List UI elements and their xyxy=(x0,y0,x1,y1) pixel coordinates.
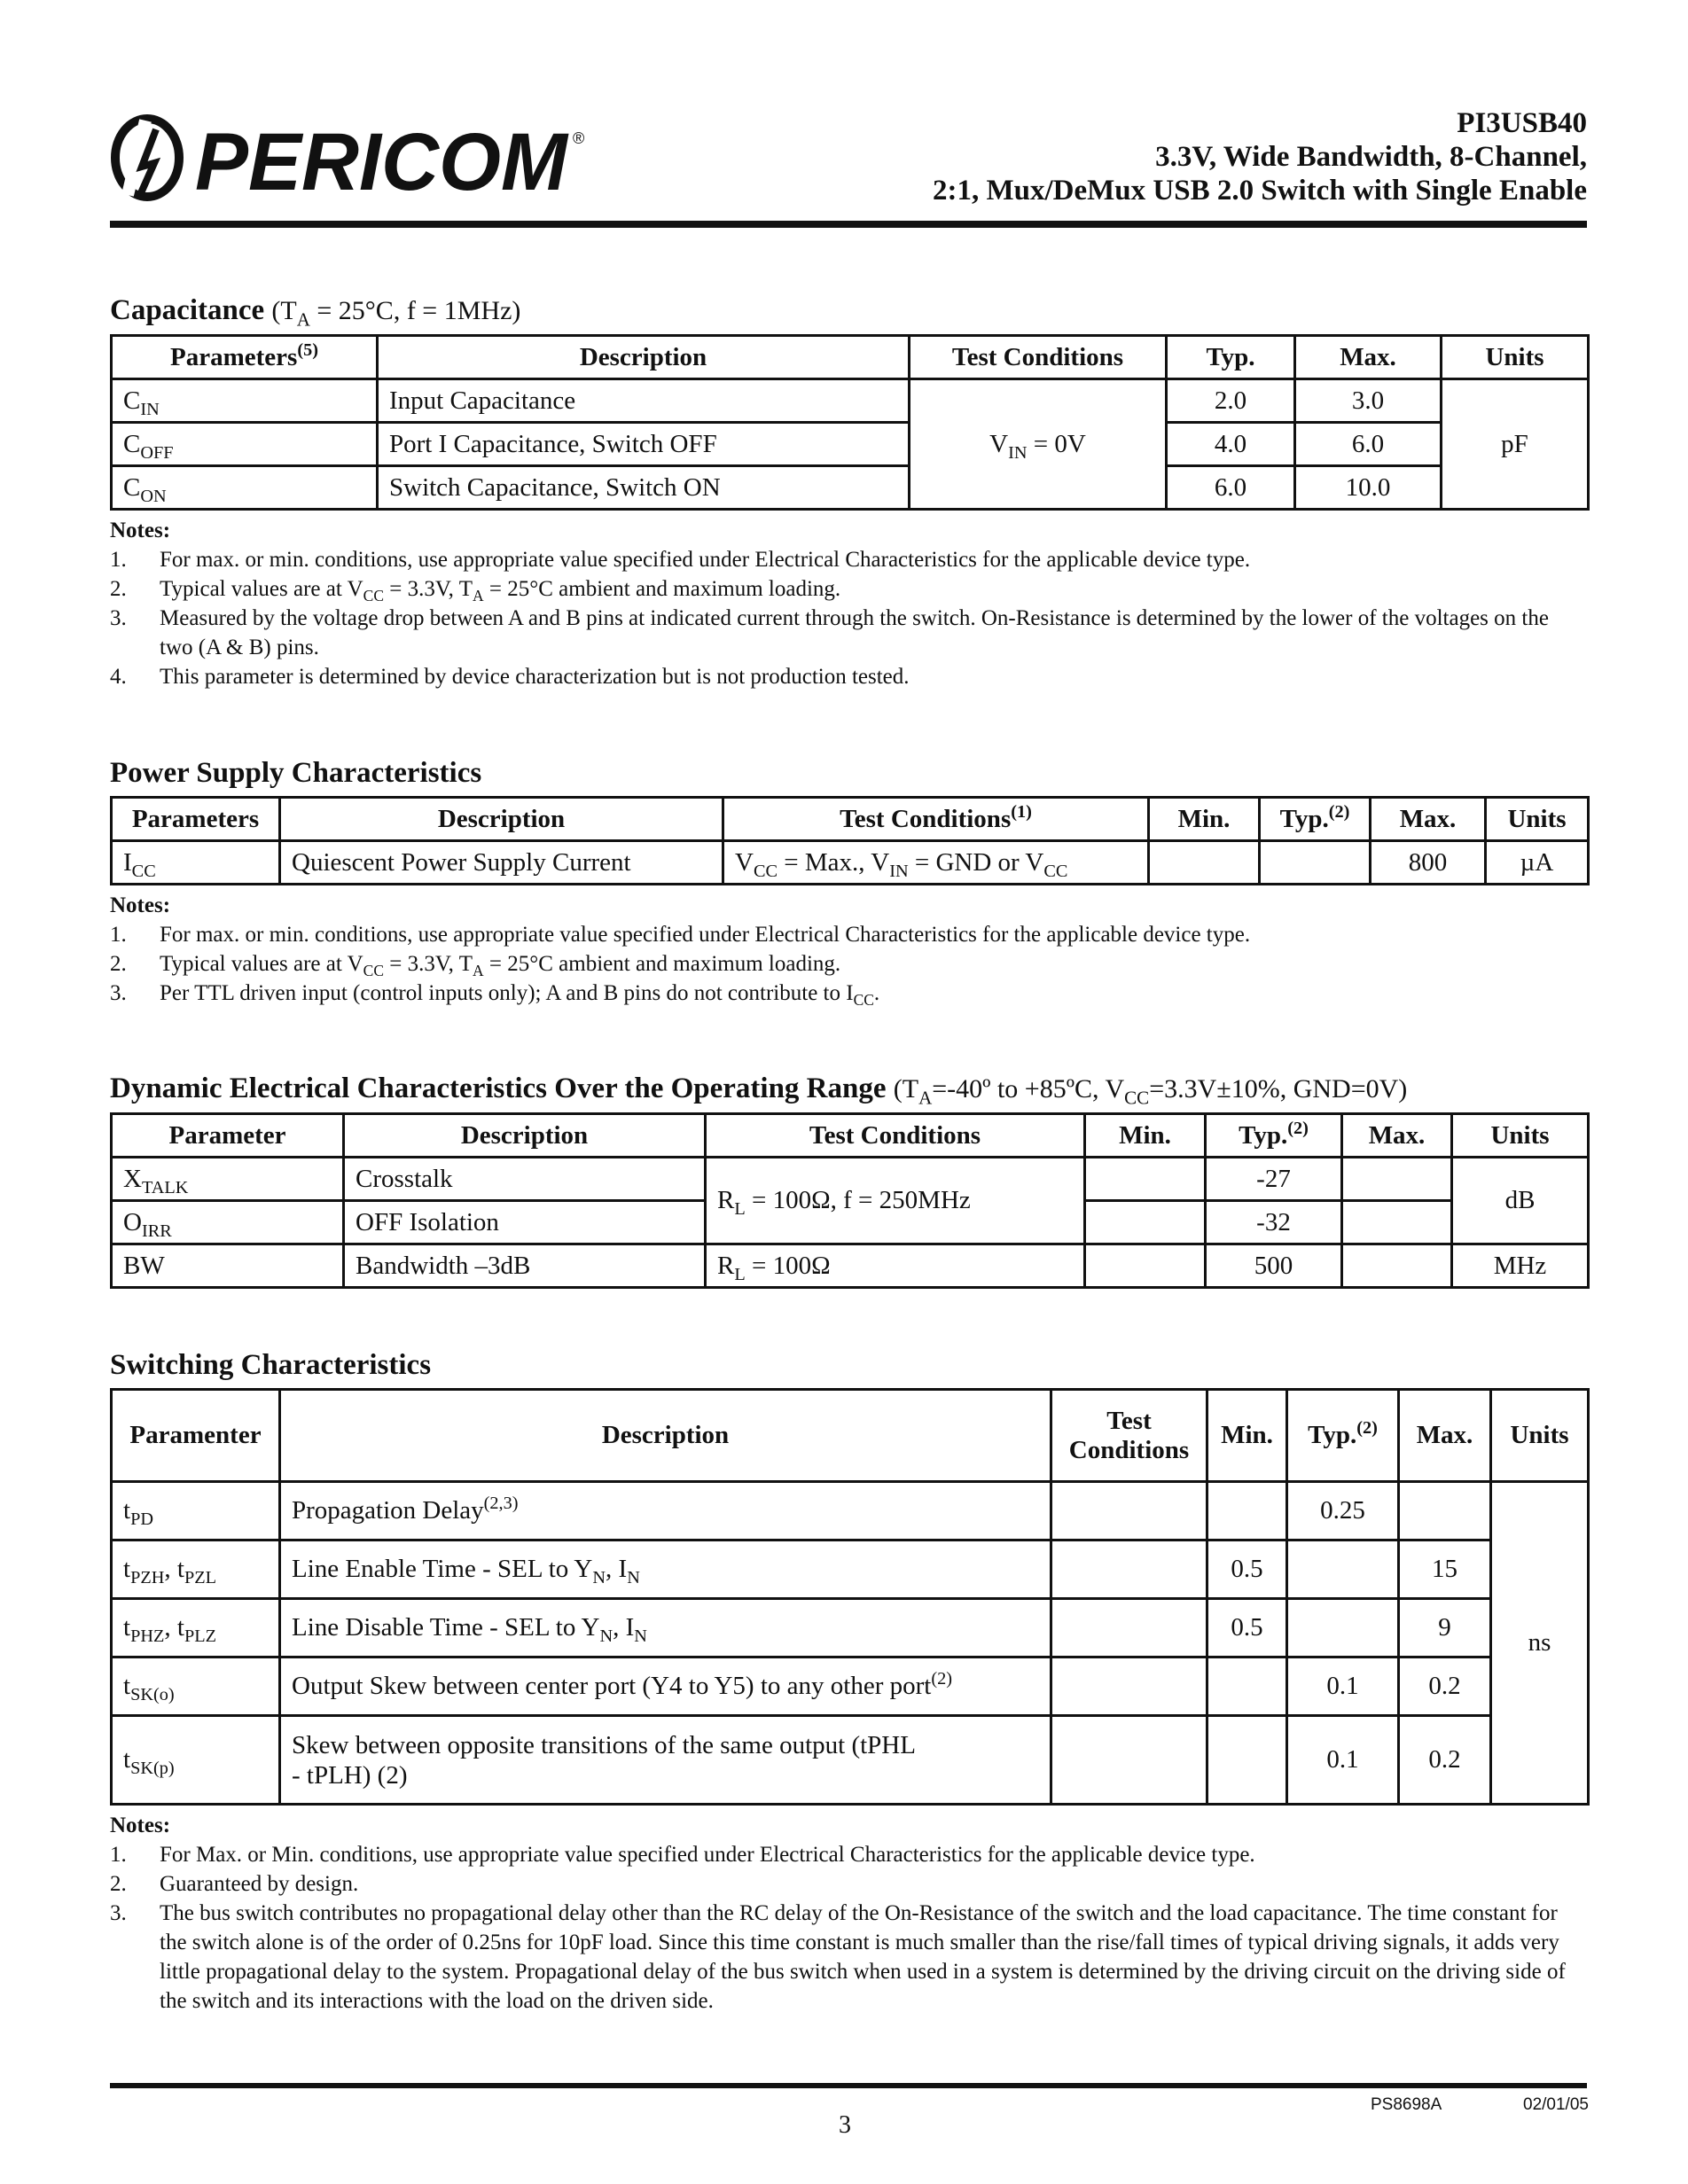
table-row xyxy=(112,1716,1589,1805)
col-header: Min. xyxy=(1207,1390,1287,1482)
desc-cell: Input Capacitance xyxy=(378,379,910,423)
units-cell: pF xyxy=(1442,379,1589,510)
power-table xyxy=(110,796,1590,885)
typ-cell: 0.1 xyxy=(1287,1658,1399,1716)
param-cell: $t_{PZH}$, $t_{PZL}$ xyxy=(112,1540,280,1599)
subtitle-line-2: 2:1, Mux/DeMux USB 2.0 Switch with Single Enable xyxy=(933,175,1587,207)
desc-cell: Line Enable Time - SEL to $Y_N$, $I_N$ xyxy=(280,1540,1051,1599)
col-header: Description xyxy=(378,336,910,379)
table-header-row xyxy=(112,336,1589,379)
units-cell: µA xyxy=(1486,841,1589,885)
desc-cell: Crosstalk xyxy=(344,1158,706,1201)
col-header: Max. xyxy=(1295,336,1442,379)
typ-cell: 2.0 xyxy=(1167,379,1295,423)
col-header: Min. xyxy=(1149,798,1260,841)
desc-cell: OFF Isolation xyxy=(344,1201,706,1244)
test-condition-cell xyxy=(1051,1599,1207,1658)
col-header: Description xyxy=(344,1114,706,1158)
col-header: Min. xyxy=(1085,1114,1206,1158)
min-cell xyxy=(1149,841,1260,885)
col-header: Max. xyxy=(1399,1390,1491,1482)
page-number: 3 xyxy=(839,2111,851,2139)
max-cell: 3.0 xyxy=(1295,379,1442,423)
capacitance-notes: Notes: 1. For max. or min. conditions, use appropriate value specified under Electrical Characteristics for the applicable device type. 2. Typical values are at $V_{CC} = 3.3V$, $T_A = 25^\circ C$ ambient and maximum loading. 3. Measured by the voltage drop between A and B pins at indicated current through the switch. On-Resistance is determined by the lower of the voltages on the two (A & B) pins. 4. This parameter is determined by device characterization but is not production tested. xyxy=(110,519,1549,689)
switching-notes: Notes: 1. For Max. or Min. conditions, use appropriate value specified under Electrical Characteristics for the applicable device type. 2. Guaranteed by design. 3. The bus switch contributes no propagational delay other than the RC delay of the On-Resistance of the switch and the load capacitance. The time constant for the switch alone is of the order of 0.25ns for 10pF load. Since this time constant is much smaller than the rise/fall times of typical driving signals, it adds very little propagational delay to the system. Propagational delay of the bus switch when used in a system is determined by the driving circuit on the driving side of the switch and its interactions with the load on the driven side. xyxy=(110,1814,1566,2013)
test-condition-cell xyxy=(1051,1658,1207,1716)
units-cell: ns xyxy=(1491,1482,1589,1805)
power-section xyxy=(110,755,1587,1008)
max-cell: 15 xyxy=(1399,1540,1491,1599)
max-cell: 6.0 xyxy=(1295,423,1442,466)
min-cell xyxy=(1085,1244,1206,1288)
param-cell: $C_{OFF}$ xyxy=(112,423,378,466)
col-header: Max. xyxy=(1342,1114,1452,1158)
document-date: 02/01/05 xyxy=(1523,2095,1589,2114)
col-header: Typ. xyxy=(1167,336,1295,379)
typ-cell: 4.0 xyxy=(1167,423,1295,466)
max-cell: 10.0 xyxy=(1295,466,1442,510)
col-header: Typ.$^{(2)}$ xyxy=(1287,1390,1399,1482)
col-header: Units xyxy=(1491,1390,1589,1482)
typ-cell: 0.25 xyxy=(1287,1482,1399,1540)
param-cell: $O_{IRR}$ xyxy=(112,1201,344,1244)
table-row xyxy=(112,1158,1589,1201)
col-header: Parameters$^{(5)}$ xyxy=(112,336,378,379)
max-cell: 9 xyxy=(1399,1599,1491,1658)
col-header: Test Conditions xyxy=(910,336,1167,379)
desc-cell: Port I Capacitance, Switch OFF xyxy=(378,423,910,466)
dynamic-section xyxy=(110,1071,1587,1289)
table-row xyxy=(112,1658,1589,1716)
header-rule xyxy=(110,221,1587,228)
min-cell: 0.5 xyxy=(1207,1599,1287,1658)
param-cell: $t_{SK(o)}$ xyxy=(112,1658,280,1716)
min-cell xyxy=(1207,1658,1287,1716)
max-cell: 0.2 xyxy=(1399,1716,1491,1805)
min-cell xyxy=(1085,1158,1206,1201)
typ-cell xyxy=(1287,1540,1399,1599)
test-condition-cell xyxy=(1051,1716,1207,1805)
col-header: Units xyxy=(1452,1114,1589,1158)
part-number: PI3USB40 xyxy=(1457,107,1587,139)
col-header: Paramenter xyxy=(112,1390,280,1482)
svg-text:®: ® xyxy=(573,129,585,147)
table-row xyxy=(112,1540,1589,1599)
footer-rule xyxy=(110,2083,1587,2088)
desc-cell: Bandwidth –3dB xyxy=(344,1244,706,1288)
capacitance-title: Capacitance ($T_A = 25^\circ C$, f = 1MHz) xyxy=(110,294,521,331)
param-cell: $I_{CC}$ xyxy=(112,841,280,885)
col-header: Parameter xyxy=(112,1114,344,1158)
desc-cell: Line Disable Time - SEL to $Y_N$, $I_N$ xyxy=(280,1599,1051,1658)
desc-cell: Propagation Delay$^{(2,3)}$ xyxy=(280,1482,1051,1540)
max-cell xyxy=(1399,1482,1491,1540)
pericom-emblem-icon xyxy=(115,119,179,197)
col-header: Test Conditions xyxy=(1051,1390,1207,1482)
col-header: Test Conditions$^{(1)}$ xyxy=(723,798,1149,841)
param-cell: $X_{TALK}$ xyxy=(112,1158,344,1201)
document-code: PS8698A xyxy=(1371,2095,1442,2114)
typ-cell: -27 xyxy=(1206,1158,1342,1201)
power-notes: Notes: 1. For max. or min. conditions, use appropriate value specified under Electrical Characteristics for the applicable device type. 2. Typical values are at $V_{CC} = 3.3V$, $T_A = 25^\circ C$ ambient and maximum loading. 3. Per TTL driven input (control inputs only); A and B pins do not contribute to $I_{CC}$. xyxy=(110,893,1251,1010)
typ-cell: 0.1 xyxy=(1287,1716,1399,1805)
subtitle-line-1: 3.3V, Wide Bandwidth, 8-Channel, xyxy=(1155,141,1587,173)
table-row xyxy=(112,1244,1589,1288)
max-cell: 0.2 xyxy=(1399,1658,1491,1716)
param-cell: $t_{PHZ}$, $t_{PLZ}$ xyxy=(112,1599,280,1658)
table-row xyxy=(112,423,1589,466)
table-row xyxy=(112,1482,1589,1540)
test-condition-cell: $R_L = 100\Omega$, f = 250MHz xyxy=(706,1158,1085,1244)
table-row xyxy=(112,1599,1589,1658)
col-header: Max. xyxy=(1371,798,1486,841)
typ-cell: 6.0 xyxy=(1167,466,1295,510)
typ-cell xyxy=(1287,1599,1399,1658)
capacitance-table xyxy=(110,334,1590,511)
table-row xyxy=(112,466,1589,510)
dynamic-table xyxy=(110,1112,1590,1289)
desc-cell: Skew between opposite transitions of the same output (tPHL - tPLH) (2) xyxy=(280,1716,1051,1805)
desc-cell: Output Skew between center port (Y4 to Y5) to any other port$^{(2)}$ xyxy=(280,1658,1051,1716)
capacitance-section xyxy=(110,292,1587,691)
col-header: Description xyxy=(280,798,723,841)
typ-cell xyxy=(1260,841,1371,885)
desc-cell: Switch Capacitance, Switch ON xyxy=(378,466,910,510)
test-condition-cell xyxy=(1051,1482,1207,1540)
param-cell: $t_{SK(p)}$ xyxy=(112,1716,280,1805)
min-cell: 0.5 xyxy=(1207,1540,1287,1599)
col-header: Typ.$^{(2)}$ xyxy=(1260,798,1371,841)
col-header: Description xyxy=(280,1390,1051,1482)
power-title: Power Supply Characteristics xyxy=(110,757,482,789)
min-cell xyxy=(1207,1716,1287,1805)
col-header: Units xyxy=(1486,798,1589,841)
min-cell xyxy=(1207,1482,1287,1540)
test-condition-cell: $R_L = 100\Omega$ xyxy=(706,1244,1085,1288)
table-row xyxy=(112,841,1589,885)
param-cell: BW xyxy=(112,1244,344,1288)
param-cell: $t_{PD}$ xyxy=(112,1482,280,1540)
units-cell: dB xyxy=(1452,1158,1589,1244)
desc-cell: Quiescent Power Supply Current xyxy=(280,841,723,885)
pericom-logo xyxy=(110,113,677,202)
typ-cell: -32 xyxy=(1206,1201,1342,1244)
max-cell xyxy=(1342,1158,1452,1201)
test-condition-cell xyxy=(1051,1540,1207,1599)
dynamic-title: Dynamic Electrical Characteristics Over the Operating Range ($T_A=-40º$ to +85ºC, $V_{CC}=3.3V\pm 10\%$, GND=0V) xyxy=(110,1072,1408,1109)
test-condition-cell: $V_{IN} = 0V$ xyxy=(910,379,1167,510)
max-cell xyxy=(1342,1244,1452,1288)
units-cell: MHz xyxy=(1452,1244,1589,1288)
document-title xyxy=(933,106,1587,207)
typ-cell: 500 xyxy=(1206,1244,1342,1288)
table-row xyxy=(112,379,1589,423)
col-header: Typ.$^{(2)}$ xyxy=(1206,1114,1342,1158)
min-cell xyxy=(1085,1201,1206,1244)
param-cell: $C_{IN}$ xyxy=(112,379,378,423)
logo-wordmark: PERICOM xyxy=(195,117,570,202)
switching-title: Switching Characteristics xyxy=(110,1349,432,1381)
col-header: Parameters xyxy=(112,798,280,841)
param-cell: $C_{ON}$ xyxy=(112,466,378,510)
max-cell: 800 xyxy=(1371,841,1486,885)
test-condition-cell: $V_{CC}$ = Max., $V_{IN}$ = GND or $V_{CC}$ xyxy=(723,841,1149,885)
col-header: Units xyxy=(1442,336,1589,379)
col-header: Test Conditions xyxy=(706,1114,1085,1158)
max-cell xyxy=(1342,1201,1452,1244)
switching-section xyxy=(110,1347,1587,2016)
switching-table xyxy=(110,1388,1590,1806)
